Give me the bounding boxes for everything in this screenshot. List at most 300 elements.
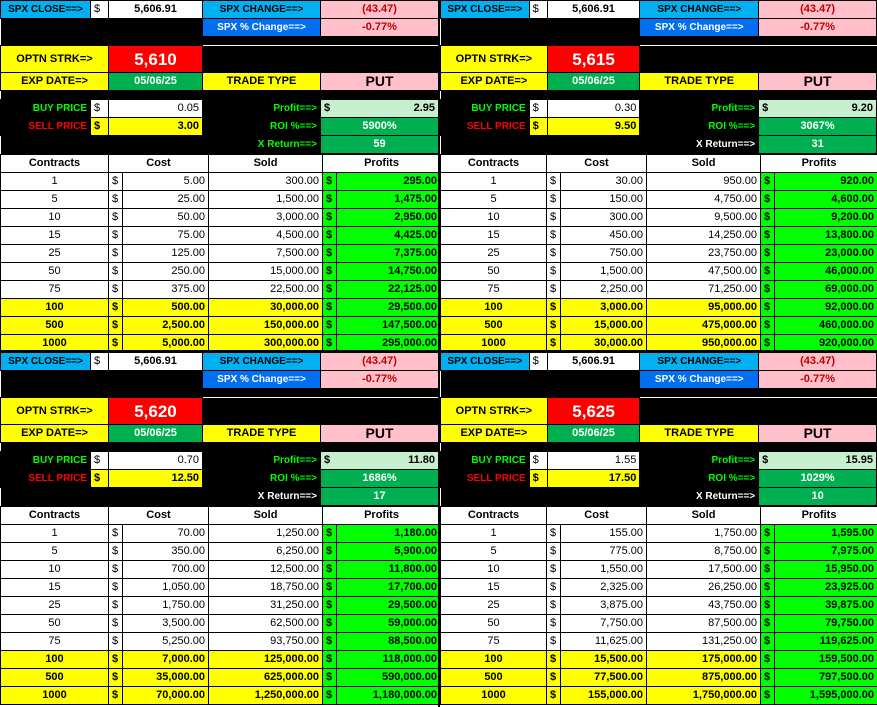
- cell-contracts: 10: [1, 561, 109, 579]
- col-sold: Sold: [209, 507, 323, 525]
- cell-profits: 23,000.00: [775, 245, 877, 263]
- value-trade-type: PUT: [759, 425, 877, 443]
- cell-profits: 4,600.00: [775, 191, 877, 209]
- dollar-sign: $: [547, 335, 561, 353]
- cell-sold: 43,750.00: [647, 597, 761, 615]
- cell-contracts: 75: [1, 633, 109, 651]
- panel-4-rows: [441, 525, 877, 705]
- label-optn-strk: OPTN STRK=>: [441, 46, 548, 73]
- label-exp-date: EXP DATE=>: [441, 73, 548, 91]
- dollar-sign: $: [323, 191, 337, 209]
- cell-contracts: 100: [1, 299, 109, 317]
- cell-contracts: 1: [1, 173, 109, 191]
- row-spx-close: [441, 353, 877, 371]
- label-profit: Profit==>: [640, 452, 759, 470]
- cell-sold: 1,500.00: [209, 191, 323, 209]
- cell-cost: 15,000.00: [561, 317, 647, 335]
- label-profit: Profit==>: [203, 452, 321, 470]
- panel-1-data-table: [0, 154, 440, 352]
- value-spx-close: 5,606.91: [547, 1, 640, 19]
- spacer-row: [1, 91, 439, 100]
- table-row: [441, 209, 877, 227]
- cell-sold: 18,750.00: [209, 579, 323, 597]
- cell-contracts: 75: [441, 633, 547, 651]
- table-row: [1, 633, 441, 651]
- value-buy-price[interactable]: 1.55: [547, 452, 640, 470]
- label-exp-date: EXP DATE=>: [1, 73, 109, 91]
- label-spx-pct-change: SPX % Change==>: [203, 371, 321, 389]
- value-profit: [759, 100, 877, 118]
- cell-cost: 1,500.00: [561, 263, 647, 281]
- blank-cell: [441, 136, 640, 154]
- panel-strike-2: [440, 0, 877, 352]
- table-row: [441, 335, 877, 353]
- cell-cost: 125.00: [123, 245, 209, 263]
- cell-cost: 5,250.00: [123, 633, 209, 651]
- label-spx-close: SPX CLOSE==>: [441, 1, 530, 19]
- table-row: [1, 209, 441, 227]
- table-row: [1, 561, 441, 579]
- table-row: [1, 669, 441, 687]
- dollar-sign: $: [109, 669, 123, 687]
- cell-profits: 1,595,000.00: [775, 687, 877, 705]
- dollar-sign: $: [91, 100, 109, 118]
- value-strike: 5,610: [109, 46, 203, 73]
- cell-sold: 95,000.00: [647, 299, 761, 317]
- value-exp-date: 05/06/25: [547, 73, 640, 91]
- cell-contracts: 5: [441, 191, 547, 209]
- dollar-sign: $: [91, 1, 109, 19]
- cell-contracts: 1: [441, 173, 547, 191]
- table-row: [1, 173, 441, 191]
- dollar-sign: $: [761, 227, 775, 245]
- dollar-sign: $: [547, 615, 561, 633]
- value-spx-pct-change: -0.77%: [321, 371, 439, 389]
- cell-sold: 31,250.00: [209, 597, 323, 615]
- table-row: [1, 615, 441, 633]
- cell-sold: 71,250.00: [647, 281, 761, 299]
- col-sold: Sold: [647, 155, 761, 173]
- table-row: [1, 543, 441, 561]
- cell-profits: 7,975.00: [775, 543, 877, 561]
- table-row: [441, 281, 877, 299]
- dollar-sign: $: [109, 263, 123, 281]
- blank-cell: [441, 488, 640, 506]
- dollar-sign: $: [323, 633, 337, 651]
- cell-contracts: 10: [441, 561, 547, 579]
- table-header-row: [441, 507, 877, 525]
- spacer-row: [441, 37, 877, 46]
- panel-strike-4: [440, 352, 877, 707]
- cell-profits: 11,800.00: [337, 561, 440, 579]
- value-trade-type: PUT: [321, 425, 439, 443]
- row-strike: [1, 46, 439, 73]
- cell-sold: 93,750.00: [209, 633, 323, 651]
- cell-sold: 6,250.00: [209, 543, 323, 561]
- cell-cost: 5,000.00: [123, 335, 209, 353]
- label-sell-price: SELL PRICE: [441, 118, 530, 136]
- col-contracts: Contracts: [1, 507, 109, 525]
- cell-cost: 750.00: [561, 245, 647, 263]
- cell-profits: 2,950.00: [337, 209, 440, 227]
- cell-cost: 70,000.00: [123, 687, 209, 705]
- cell-profits: 4,425.00: [337, 227, 440, 245]
- cell-cost: 30,000.00: [561, 335, 647, 353]
- blank-cell: [203, 46, 321, 73]
- cell-sold: 625,000.00: [209, 669, 323, 687]
- dollar-sign: $: [547, 633, 561, 651]
- dollar-sign: $: [547, 227, 561, 245]
- value-exp-date: 05/06/25: [109, 425, 203, 443]
- label-buy-price: BUY PRICE: [441, 452, 530, 470]
- cell-cost: 70.00: [123, 525, 209, 543]
- dollar-sign: $: [323, 525, 337, 543]
- dollar-sign: $: [547, 687, 561, 705]
- cell-contracts: 25: [441, 245, 547, 263]
- cell-profits: 13,800.00: [775, 227, 877, 245]
- cell-profits: 1,475.00: [337, 191, 440, 209]
- col-profits: Profits: [761, 507, 877, 525]
- dollar-sign: $: [323, 687, 337, 705]
- dollar-sign: $: [761, 173, 775, 191]
- cell-cost: 350.00: [123, 543, 209, 561]
- dollar-sign: $: [761, 281, 775, 299]
- dollar-sign: $: [529, 470, 547, 488]
- table-row: [441, 525, 877, 543]
- table-row: [1, 245, 441, 263]
- value-trade-type: PUT: [759, 73, 877, 91]
- col-contracts: Contracts: [441, 507, 547, 525]
- cell-profits: 119,625.00: [775, 633, 877, 651]
- dollar-sign: $: [547, 561, 561, 579]
- dollar-sign: $: [323, 227, 337, 245]
- blank-cell: [203, 398, 321, 425]
- col-contracts: Contracts: [441, 155, 547, 173]
- cell-sold: 950.00: [647, 173, 761, 191]
- cell-sold: 1,250,000.00: [209, 687, 323, 705]
- cell-sold: 125,000.00: [209, 651, 323, 669]
- table-row: [441, 597, 877, 615]
- cell-contracts: 25: [441, 597, 547, 615]
- col-profits: Profits: [323, 155, 440, 173]
- cell-sold: 15,000.00: [209, 263, 323, 281]
- row-x-return: [1, 488, 439, 506]
- value-spx-close: 5,606.91: [109, 353, 203, 371]
- value-strike: 5,625: [547, 398, 640, 425]
- spacer-row: [441, 389, 877, 398]
- cell-profits: 46,000.00: [775, 263, 877, 281]
- cell-sold: 175,000.00: [647, 651, 761, 669]
- cell-contracts: 50: [1, 263, 109, 281]
- blank-cell: [321, 46, 439, 73]
- value-spx-change: (43.47): [321, 353, 439, 371]
- table-row: [1, 299, 441, 317]
- cell-profits: 17,700.00: [337, 579, 440, 597]
- cell-profits: 295,000.00: [337, 335, 440, 353]
- table-row: [1, 687, 441, 705]
- table-row: [1, 227, 441, 245]
- cell-cost: 1,550.00: [561, 561, 647, 579]
- table-row: [1, 579, 441, 597]
- dollar-sign: $: [109, 281, 123, 299]
- cell-contracts: 500: [1, 317, 109, 335]
- table-row: [441, 299, 877, 317]
- panel-4-header-table: [440, 352, 877, 506]
- label-optn-strk: OPTN STRK=>: [441, 398, 548, 425]
- table-row: [1, 597, 441, 615]
- dollar-sign: $: [529, 353, 547, 371]
- dollar-sign: $: [109, 651, 123, 669]
- cell-contracts: 100: [441, 299, 547, 317]
- dollar-sign: $: [91, 470, 109, 488]
- cell-cost: 155.00: [561, 525, 647, 543]
- dollar-sign: $: [323, 615, 337, 633]
- value-sell-price[interactable]: 9.50: [547, 118, 640, 136]
- dollar-sign: $: [761, 579, 775, 597]
- value-spx-change: (43.47): [759, 1, 877, 19]
- cell-contracts: 5: [1, 543, 109, 561]
- profit-number: 15.95: [845, 454, 873, 466]
- dollar-sign: $: [323, 543, 337, 561]
- cell-profits: 69,000.00: [775, 281, 877, 299]
- cell-contracts: 75: [441, 281, 547, 299]
- col-profits: Profits: [761, 155, 877, 173]
- cell-profits: 590,000.00: [337, 669, 440, 687]
- cell-sold: 1,750,000.00: [647, 687, 761, 705]
- value-spx-close: 5,606.91: [109, 1, 203, 19]
- cell-profits: 159,500.00: [775, 651, 877, 669]
- dollar-sign: $: [109, 173, 123, 191]
- dollar-sign: $: [547, 263, 561, 281]
- cell-cost: 50.00: [123, 209, 209, 227]
- dollar-sign: $: [547, 543, 561, 561]
- blank-cell: [759, 46, 877, 73]
- dollar-sign: $: [547, 191, 561, 209]
- blank-cell: [1, 488, 203, 506]
- cell-cost: 3,000.00: [561, 299, 647, 317]
- cell-contracts: 15: [441, 579, 547, 597]
- cell-contracts: 500: [1, 669, 109, 687]
- row-exp-date: [1, 425, 439, 443]
- table-row: [441, 687, 877, 705]
- cell-contracts: 1000: [1, 335, 109, 353]
- dollar-sign: $: [323, 335, 337, 353]
- cell-cost: 25.00: [123, 191, 209, 209]
- label-spx-pct-change: SPX % Change==>: [640, 371, 759, 389]
- cell-sold: 131,250.00: [647, 633, 761, 651]
- label-sell-price: SELL PRICE: [441, 470, 530, 488]
- label-buy-price: BUY PRICE: [1, 100, 91, 118]
- cell-contracts: 1000: [441, 687, 547, 705]
- label-spx-change: SPX CHANGE==>: [640, 353, 759, 371]
- cell-profits: 14,750.00: [337, 263, 440, 281]
- row-buy-price: [1, 100, 439, 118]
- cell-profits: 9,200.00: [775, 209, 877, 227]
- label-trade-type: TRADE TYPE: [203, 73, 321, 91]
- value-buy-price[interactable]: 0.05: [109, 100, 203, 118]
- cell-profits: 22,125.00: [337, 281, 440, 299]
- cell-cost: 3,875.00: [561, 597, 647, 615]
- dollar-sign: $: [761, 209, 775, 227]
- cell-contracts: 10: [1, 209, 109, 227]
- cell-cost: 75.00: [123, 227, 209, 245]
- value-trade-type: PUT: [321, 73, 439, 91]
- row-spx-close: [1, 1, 439, 19]
- table-row: [441, 173, 877, 191]
- blank-cell: [1, 136, 203, 154]
- row-strike: [1, 398, 439, 425]
- cell-contracts: 15: [1, 227, 109, 245]
- cell-cost: 15,500.00: [561, 651, 647, 669]
- dollar-sign: $: [547, 317, 561, 335]
- cell-cost: 2,500.00: [123, 317, 209, 335]
- cell-profits: 59,000.00: [337, 615, 440, 633]
- cell-sold: 8,750.00: [647, 543, 761, 561]
- dollar-sign: $: [761, 669, 775, 687]
- panel-2-header-table: [440, 0, 877, 154]
- cell-cost: 300.00: [561, 209, 647, 227]
- dollar-sign: $: [761, 597, 775, 615]
- row-spx-pct: [441, 19, 877, 37]
- cell-sold: 26,250.00: [647, 579, 761, 597]
- cell-cost: 1,750.00: [123, 597, 209, 615]
- dollar-sign: $: [109, 191, 123, 209]
- dollar-sign: $: [109, 245, 123, 263]
- dollar-sign: $: [547, 173, 561, 191]
- label-sell-price: SELL PRICE: [1, 118, 91, 136]
- cell-profits: 1,180.00: [337, 525, 440, 543]
- dollar-sign: $: [761, 335, 775, 353]
- value-buy-price[interactable]: 0.30: [547, 100, 640, 118]
- cell-sold: 7,500.00: [209, 245, 323, 263]
- dollar-sign: $: [109, 525, 123, 543]
- row-exp-date: [441, 73, 877, 91]
- value-spx-pct-change: -0.77%: [759, 19, 877, 37]
- dollar-sign: $: [323, 669, 337, 687]
- table-row: [441, 191, 877, 209]
- cell-cost: 150.00: [561, 191, 647, 209]
- dollar-sign: $: [761, 299, 775, 317]
- label-spx-close: SPX CLOSE==>: [1, 353, 91, 371]
- cell-profits: 23,925.00: [775, 579, 877, 597]
- dollar-sign: $: [547, 281, 561, 299]
- cell-sold: 4,500.00: [209, 227, 323, 245]
- value-roi: 1029%: [759, 470, 877, 488]
- blank-cell: [1, 371, 203, 389]
- dollar-sign: $: [323, 579, 337, 597]
- label-exp-date: EXP DATE=>: [1, 425, 109, 443]
- dollar-sign: $: [323, 209, 337, 227]
- cell-cost: 155,000.00: [561, 687, 647, 705]
- row-strike: [441, 46, 877, 73]
- table-row: [441, 245, 877, 263]
- dollar-sign: $: [761, 525, 775, 543]
- row-spx-pct: [1, 19, 439, 37]
- row-spx-pct: [1, 371, 439, 389]
- label-trade-type: TRADE TYPE: [203, 425, 321, 443]
- dollar-sign: $: [109, 317, 123, 335]
- dollar-sign: $: [761, 191, 775, 209]
- dollar-sign: $: [761, 263, 775, 281]
- table-row: [1, 281, 441, 299]
- table-header-row: [1, 507, 441, 525]
- value-profit: [759, 452, 877, 470]
- dollar-sign: $: [761, 633, 775, 651]
- dollar-sign: $: [547, 579, 561, 597]
- dollar-sign: $: [762, 102, 769, 114]
- row-buy-price: [1, 452, 439, 470]
- cell-cost: 775.00: [561, 543, 647, 561]
- cell-cost: 3,500.00: [123, 615, 209, 633]
- table-row: [441, 317, 877, 335]
- cell-contracts: 50: [441, 615, 547, 633]
- cell-cost: 5.00: [123, 173, 209, 191]
- value-sell-price[interactable]: 12.50: [109, 470, 203, 488]
- table-row: [1, 525, 441, 543]
- label-optn-strk: OPTN STRK=>: [1, 398, 109, 425]
- cell-profits: 88,500.00: [337, 633, 440, 651]
- cell-sold: 87,500.00: [647, 615, 761, 633]
- cell-sold: 22,500.00: [209, 281, 323, 299]
- cell-contracts: 25: [1, 597, 109, 615]
- value-sell-price[interactable]: 17.50: [547, 470, 640, 488]
- dollar-sign: $: [761, 543, 775, 561]
- dollar-sign: $: [323, 263, 337, 281]
- dollar-sign: $: [323, 245, 337, 263]
- table-row: [441, 543, 877, 561]
- value-exp-date: 05/06/25: [547, 425, 640, 443]
- table-row: [441, 669, 877, 687]
- dollar-sign: $: [547, 245, 561, 263]
- value-sell-price[interactable]: 3.00: [109, 118, 203, 136]
- dollar-sign: $: [323, 561, 337, 579]
- value-x-return: 10: [759, 488, 877, 506]
- row-x-return: [441, 136, 877, 154]
- dollar-sign: $: [324, 102, 331, 114]
- cell-contracts: 500: [441, 317, 547, 335]
- col-cost: Cost: [547, 155, 647, 173]
- cell-cost: 700.00: [123, 561, 209, 579]
- cell-sold: 950,000.00: [647, 335, 761, 353]
- dollar-sign: $: [323, 317, 337, 335]
- col-contracts: Contracts: [1, 155, 109, 173]
- cell-profits: 147,500.00: [337, 317, 440, 335]
- panel-2-data-table: [440, 154, 877, 352]
- label-profit: Profit==>: [640, 100, 759, 118]
- blank-cell: [441, 19, 640, 37]
- dollar-sign: $: [91, 452, 109, 470]
- cell-sold: 9,500.00: [647, 209, 761, 227]
- blank-cell: [640, 398, 759, 425]
- spacer-row: [1, 37, 439, 46]
- spacer-row: [1, 443, 439, 452]
- label-spx-pct-change: SPX % Change==>: [203, 19, 321, 37]
- table-row: [441, 227, 877, 245]
- cell-cost: 450.00: [561, 227, 647, 245]
- value-spx-change: (43.47): [321, 1, 439, 19]
- value-buy-price[interactable]: 0.70: [109, 452, 203, 470]
- dollar-sign: $: [109, 543, 123, 561]
- cell-cost: 2,325.00: [561, 579, 647, 597]
- value-strike: 5,615: [547, 46, 640, 73]
- col-cost: Cost: [109, 507, 209, 525]
- cell-profits: 39,875.00: [775, 597, 877, 615]
- dollar-sign: $: [547, 651, 561, 669]
- dollar-sign: $: [323, 173, 337, 191]
- row-sell-price: [441, 118, 877, 136]
- label-trade-type: TRADE TYPE: [640, 73, 759, 91]
- dollar-sign: $: [109, 561, 123, 579]
